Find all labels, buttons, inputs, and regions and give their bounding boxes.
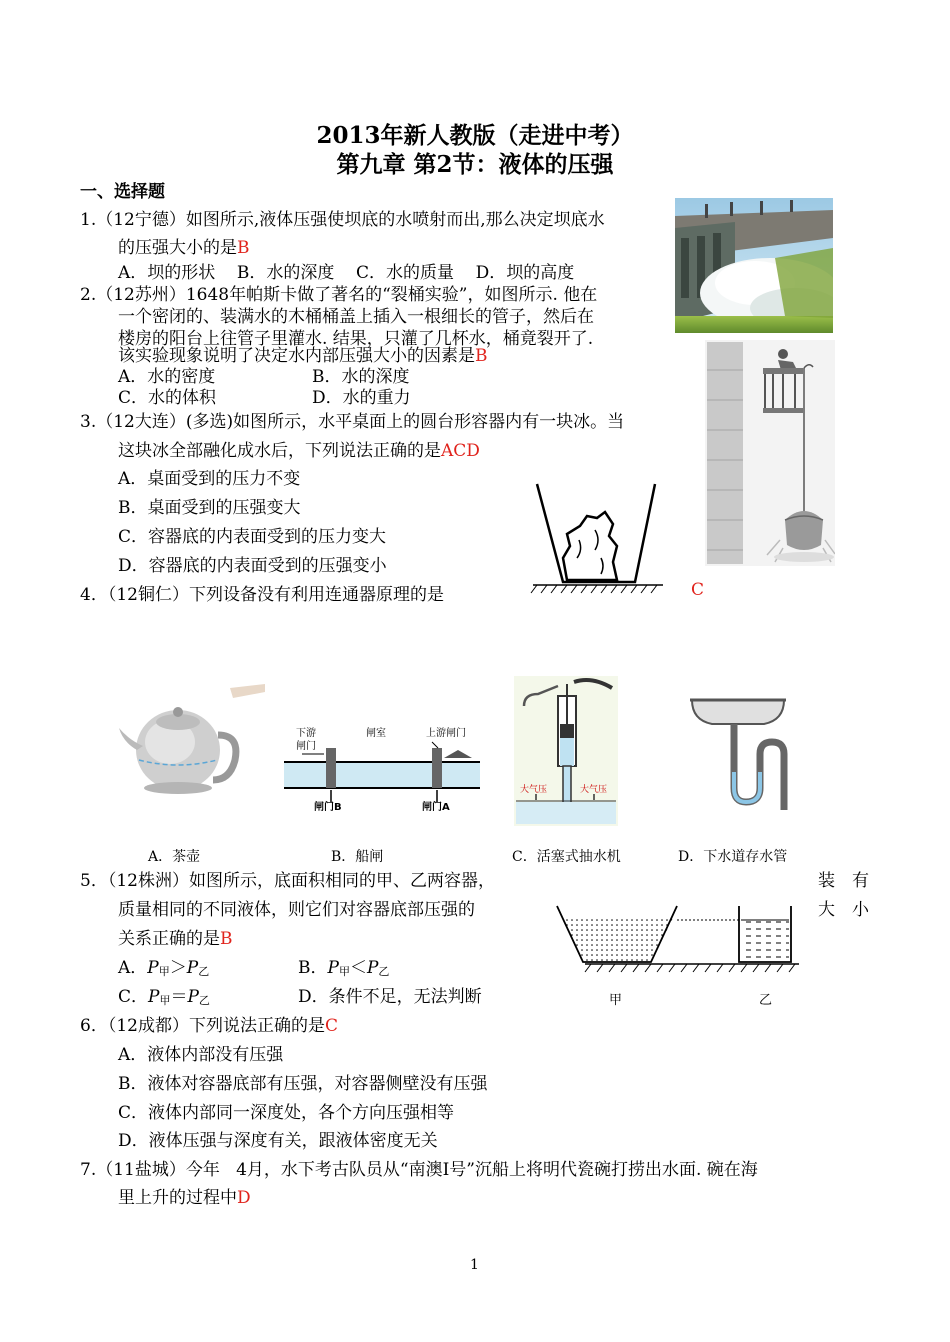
q4-stem: 4．（12铜仁）下列设备没有利用连通器原理的是	[80, 585, 444, 605]
q7-stem-line1: 7.（11盐城）今年 4月，水下考古队员从“南澳Ⅰ号”沉船上将明代瓷碗打捞出水面. 碗在海	[80, 1160, 758, 1180]
q4-caption-d: D．下水道存水管	[678, 849, 788, 865]
piston-pump-diagram	[514, 676, 618, 826]
q5-answer: B	[220, 929, 233, 949]
pump-air-pressure-left: 大气压	[520, 785, 548, 795]
lock-label-upstream: 上游闸门	[426, 728, 466, 739]
pump-air-pressure-right: 大气压	[580, 785, 608, 795]
q5-option-d: D．条件不足，无法判断	[298, 987, 482, 1007]
q2-stem-line2: 一个密闭的、装满水的木桶桶盖上插入一根细长的管子，然后在	[118, 307, 594, 327]
q5-option-b: B．P甲＜P乙	[298, 958, 390, 978]
q5-stem-line2-tail2: 小	[852, 900, 869, 920]
q5-option-c: C．P甲＝P乙	[118, 987, 210, 1007]
q7-answer: D	[237, 1188, 251, 1208]
q5-stem-line3: 关系正确的是B	[118, 929, 233, 949]
q6-option-d: D．液体压强与深度有关，跟液体密度无关	[118, 1131, 438, 1151]
q5-stem-line2: 质量相同的不同液体，则它们对容器底部压强的	[118, 900, 475, 920]
container-label-yi: 乙	[759, 993, 773, 1008]
two-containers-diagram	[555, 898, 803, 1010]
section-heading: 一、选择题	[80, 182, 165, 202]
q3-stem-line2: 这块冰全部融化成水后，下列说法正确的是ACD	[118, 441, 480, 461]
dam-photo	[675, 198, 833, 333]
ship-lock-diagram	[282, 720, 482, 812]
q7-stem-line2: 里上升的过程中D	[118, 1188, 251, 1208]
q1-answer: B	[237, 238, 250, 258]
lock-label-gate-b: 闸门B	[314, 802, 342, 812]
q2-stem-line1: 2.（12苏州）1648年帕斯卡做了著名的“裂桶实验”，如图所示. 他在	[80, 285, 598, 305]
q6-option-c: C．液体内部同一深度处，各个方向压强相等	[118, 1103, 455, 1123]
q6-answer: C	[324, 1016, 338, 1036]
sink-trap-diagram	[688, 692, 788, 810]
lock-label-gate: 闸门	[296, 741, 316, 752]
q1-stem-line2: 的压强大小的是B	[118, 238, 250, 258]
q6-stem: 6．（12成都）下列说法正确的是C	[80, 1016, 338, 1036]
q2-stem-line4: 该实验现象说明了决定水内部压强大小的因素是B	[118, 346, 488, 366]
page-number: 1	[470, 1257, 479, 1273]
lock-label-gate-a: 闸门A	[422, 802, 450, 812]
lock-label-downstream: 下游	[296, 728, 316, 739]
q3-answer: ACD	[441, 441, 480, 461]
q5-stem-line1: 5．（12株洲）如图所示，底面积相同的甲、乙两容器，	[80, 871, 495, 891]
pascal-barrel-illustration	[705, 340, 835, 566]
q1-stem-line1: 1.（12宁德）如图所示,液体压强使坝底的水喷射而出,那么决定坝底水	[80, 210, 605, 230]
q5-stem-line1-tail1: 装	[818, 871, 835, 891]
q3-option-c: C．容器底的内表面受到的压力变大	[118, 527, 387, 547]
q6-option-a: A．液体内部没有压强	[118, 1045, 284, 1065]
ice-container-diagram	[525, 478, 665, 596]
lock-label-chamber: 闸室	[366, 728, 386, 739]
q4-caption-b: B．船闸	[331, 849, 384, 865]
teapot-illustration	[115, 680, 275, 812]
container-label-jia: 甲	[609, 993, 623, 1008]
q5-stem-line2-tail1: 大	[818, 900, 835, 920]
document-title: 2013年新人教版（走进中考）	[316, 122, 634, 149]
q5-option-a: A．P甲＞P乙	[118, 958, 210, 978]
q3-option-d: D．容器底的内表面受到的压强变小	[118, 556, 387, 576]
q2-option-c: C．水的体积	[118, 388, 217, 408]
q3-stem-line1: 3.（12大连）(多选)如图所示，水平桌面上的圆台形容器内有一块冰。当	[80, 412, 625, 432]
q1-options: A．坝的形状 B．水的深度 C．水的质量 D．坝的高度	[118, 263, 575, 283]
q3-option-a: A．桌面受到的压力不变	[118, 469, 301, 489]
q2-answer: B	[475, 346, 488, 366]
q5-stem-line1-tail2: 有	[852, 871, 869, 891]
q2-stem-line3: 楼房的阳台上往管子里灌水. 结果，只灌了几杯水，桶竟裂开了.	[118, 329, 594, 349]
q2-option-b: B．水的深度	[312, 367, 410, 387]
document-subtitle: 第九章 第2节：液体的压强	[336, 151, 614, 178]
q2-option-a: A．水的密度	[118, 367, 216, 387]
q2-option-d: D．水的重力	[312, 388, 411, 408]
q4-answer: C	[691, 580, 705, 600]
q6-option-b: B．液体对容器底部有压强，对容器侧壁没有压强	[118, 1074, 488, 1094]
q3-option-b: B．桌面受到的压强变大	[118, 498, 301, 518]
q4-caption-a: A．茶壶	[148, 849, 201, 865]
q4-caption-c: C．活塞式抽水机	[512, 849, 621, 865]
